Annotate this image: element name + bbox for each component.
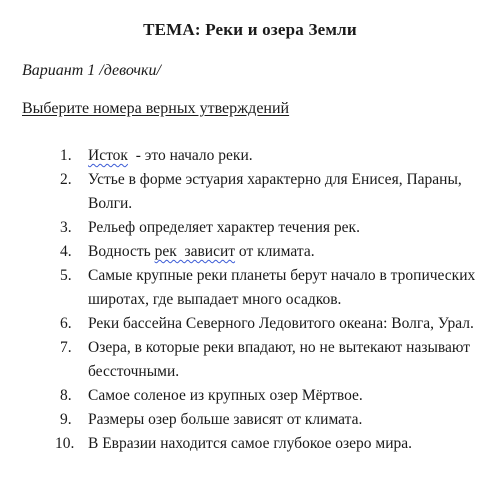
list-item [60, 240, 490, 264]
item-text: Самые крупные реки планеты берут начало в тропических широтах, где выпадает много осадков. [88, 267, 476, 308]
statements-list [55, 144, 490, 456]
list-item [60, 168, 490, 216]
item-text: Самое соленое из крупных озер Мёртвое. [88, 387, 363, 404]
list-item [60, 144, 490, 168]
item-text-flagged: Исток [88, 147, 128, 164]
item-number: 1. [60, 147, 72, 164]
item-number: 10. [55, 435, 75, 452]
item-text: В Евразии находится самое глубокое озеро мира. [88, 435, 412, 452]
item-number: 6. [60, 315, 72, 332]
instruction-text: Выберите номера верных утверждений [22, 100, 290, 117]
item-number: 3. [60, 219, 72, 236]
item-number: 5. [60, 267, 72, 284]
item-text-post: - это начало реки. [127, 147, 253, 164]
item-text: Озера, в которые реки впадают, но не вытекают называют бессточными. [88, 339, 471, 380]
list-item [60, 216, 490, 240]
item-text: Реки бассейна Северного Ледовитого океана: Волга, Урал. [88, 315, 474, 332]
document-title: ТЕМА: Реки и озера Земли [143, 20, 357, 39]
item-text-post: от климата. [235, 243, 315, 260]
list-item [60, 384, 490, 408]
item-text: Устье в форме эстуария характерно для Енисея, Параны, Волги. [88, 171, 462, 212]
list-item [60, 312, 490, 336]
item-text: Размеры озер больше зависят от климата. [88, 411, 363, 428]
variant-label: Вариант 1 /девочки/ [22, 62, 161, 79]
item-number: 2. [60, 171, 72, 188]
item-number: 7. [60, 339, 72, 356]
list-item [60, 336, 490, 384]
item-text-flagged: рек зависит [154, 243, 236, 260]
item-text-pre: Водность [88, 243, 155, 260]
list-item [60, 264, 490, 312]
item-text: Рельеф определяет характер течения рек. [88, 219, 360, 236]
item-number: 4. [60, 243, 72, 260]
item-number: 8. [60, 387, 72, 404]
list-item [60, 408, 490, 432]
list-item [55, 432, 490, 456]
item-number: 9. [60, 411, 72, 428]
